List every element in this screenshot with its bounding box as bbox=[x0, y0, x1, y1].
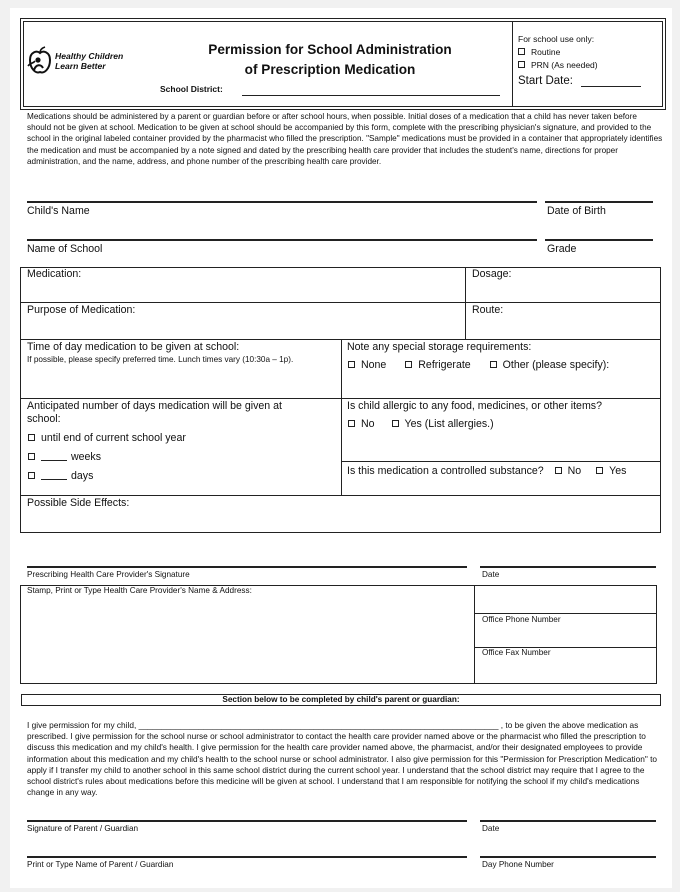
allergic-no-option[interactable] bbox=[348, 418, 375, 430]
permission-paragraph: I give permission for my child, ______________________________________________________________________________ , to be given the above medication as prescribed. I give permission for the school nurse or school administrator to contact the health care provider named above or the pharmacist who filled the prescription to discuss this medication and my child's health. I give permission for the health care provider named above, the pharmacist, and/or their designated employees to provide information about this medication and my child's health to the school nurse or school administrator. I also give permission for this "Permission for Prescription Medication" to apply if I transfer my child to another school in this same school district during the current school year. I understand that the school district may require that I agree to the school district's rules about medications before this medicine will be given at school. I understand that I am responsible for notifying the school if my child's medications change in any way. bbox=[27, 720, 658, 798]
allergic-yes-option[interactable] bbox=[392, 418, 494, 430]
opt-days-label: days bbox=[71, 470, 94, 482]
prn-checkbox[interactable] bbox=[518, 61, 525, 68]
form-page bbox=[10, 8, 672, 888]
school-district-field[interactable] bbox=[160, 84, 223, 94]
days-question-line-2: school: bbox=[27, 413, 61, 425]
provider-signature-line[interactable] bbox=[27, 566, 467, 568]
allergic-yes-checkbox[interactable] bbox=[392, 420, 399, 427]
allergic-no-label: No bbox=[361, 418, 375, 430]
provider-signature-label: Prescribing Health Care Provider's Signature bbox=[27, 570, 190, 579]
parent-date-line[interactable] bbox=[480, 820, 656, 822]
provider-box-row-1 bbox=[474, 613, 657, 614]
storage-other-checkbox[interactable] bbox=[490, 361, 497, 368]
allergic-no-checkbox[interactable] bbox=[348, 420, 355, 427]
school-name-line[interactable] bbox=[27, 239, 537, 241]
dob-label: Date of Birth bbox=[547, 205, 606, 217]
parent-signature-line[interactable] bbox=[27, 820, 467, 822]
start-date-label: Start Date: bbox=[518, 75, 573, 87]
childs-name-line[interactable] bbox=[27, 201, 537, 203]
time-hint: If possible, please specify preferred time. Lunch times vary (10:30a – 1p). bbox=[27, 355, 294, 364]
storage-refrigerate-option[interactable] bbox=[405, 359, 470, 371]
weeks-blank[interactable] bbox=[41, 452, 67, 461]
table-divider-1 bbox=[20, 302, 661, 303]
storage-none-label: None bbox=[361, 359, 387, 371]
school-use-label: For school use only: bbox=[518, 34, 595, 44]
childs-name-label: Child's Name bbox=[27, 205, 90, 217]
storage-refrigerate-label: Refrigerate bbox=[418, 359, 471, 371]
route-label[interactable]: Route: bbox=[472, 304, 504, 316]
prn-label: PRN (As needed) bbox=[531, 60, 598, 70]
intro-paragraph: Medications should be administered by a parent or guardian before or after school hours, when possible. Initial doses of a medication that a child has never taken before should not be given at school. Medication to be given at school should be accompanied by this form, complete with the prescribing physician's signature, and provided to the school in the original labeled container provided by the pharmacist who filled the prescription. "Sample" medications must be provided in a container that appropriately identifies the medication and must be accompanied by a note signed and dated by the prescribing health care provider that includes the student's name, directions for proper administration, and the name, address, and phone number of the prescribing health care provider. bbox=[27, 112, 663, 166]
table-divider-5 bbox=[20, 495, 661, 496]
controlled-question: Is this medication a controlled substance? bbox=[347, 465, 544, 477]
parent-name-line[interactable] bbox=[27, 856, 467, 858]
school-district-line[interactable] bbox=[242, 95, 500, 96]
opt-days-checkbox[interactable] bbox=[28, 472, 35, 479]
side-effects-label[interactable]: Possible Side Effects: bbox=[27, 497, 130, 509]
storage-other-option[interactable] bbox=[490, 359, 610, 371]
logo-text bbox=[55, 51, 123, 71]
routine-checkbox[interactable] bbox=[518, 48, 525, 55]
controlled-yes-option[interactable] bbox=[596, 465, 626, 477]
controlled-no-option[interactable] bbox=[555, 465, 582, 477]
opt-days[interactable] bbox=[28, 470, 93, 482]
time-of-day-label[interactable]: Time of day medication to be given at school: bbox=[27, 341, 240, 353]
logo-line-1: Healthy Children bbox=[55, 51, 124, 61]
opt-weeks-checkbox[interactable] bbox=[28, 453, 35, 460]
day-phone-label: Day Phone Number bbox=[482, 860, 554, 869]
controlled-no-checkbox[interactable] bbox=[555, 467, 562, 474]
day-phone-line[interactable] bbox=[480, 856, 656, 858]
school-district-label: School District: bbox=[160, 84, 223, 94]
apple-child-icon bbox=[26, 46, 54, 76]
dob-line[interactable] bbox=[545, 201, 653, 203]
controlled-yes-checkbox[interactable] bbox=[596, 467, 603, 474]
table-col-divider-1 bbox=[465, 267, 466, 339]
grade-label: Grade bbox=[547, 243, 577, 255]
school-use-panel bbox=[512, 22, 662, 106]
prn-option[interactable] bbox=[518, 59, 662, 72]
provider-stamp-label[interactable]: Stamp, Print or Type Health Care Provider's Name & Address: bbox=[27, 586, 252, 595]
days-blank[interactable] bbox=[41, 471, 67, 480]
office-fax-label[interactable]: Office Fax Number bbox=[482, 648, 551, 657]
routine-option[interactable] bbox=[518, 46, 662, 59]
allergic-options bbox=[348, 418, 494, 430]
school-name-label: Name of School bbox=[27, 243, 103, 255]
title-line-1: Permission for School Administration bbox=[208, 42, 452, 57]
provider-stamp-box bbox=[20, 585, 657, 684]
opt-weeks-label: weeks bbox=[71, 451, 102, 463]
controlled-row bbox=[347, 465, 626, 477]
table-col-divider-2 bbox=[341, 339, 342, 495]
storage-options bbox=[348, 359, 609, 371]
title-line-2: of Prescription Medication bbox=[244, 62, 416, 77]
dosage-label[interactable]: Dosage: bbox=[472, 268, 512, 280]
provider-date-line[interactable] bbox=[480, 566, 656, 568]
provider-date-label: Date bbox=[482, 570, 500, 579]
parent-signature-label: Signature of Parent / Guardian bbox=[27, 824, 139, 833]
opt-year-checkbox[interactable] bbox=[28, 434, 35, 441]
provider-box-divider bbox=[474, 585, 475, 684]
opt-year[interactable] bbox=[28, 432, 186, 444]
storage-none-checkbox[interactable] bbox=[348, 361, 355, 368]
parent-section-title: Section below to be completed by child's parent or guardian: bbox=[21, 694, 661, 706]
grade-line[interactable] bbox=[545, 239, 653, 241]
purpose-label[interactable]: Purpose of Medication: bbox=[27, 304, 136, 316]
opt-weeks[interactable] bbox=[28, 451, 101, 463]
storage-label: Note any special storage requirements: bbox=[347, 341, 532, 353]
routine-label: Routine bbox=[531, 47, 561, 57]
parent-date-label: Date bbox=[482, 824, 500, 833]
office-phone-label[interactable]: Office Phone Number bbox=[482, 615, 561, 624]
medication-label[interactable]: Medication: bbox=[27, 268, 82, 280]
storage-refrigerate-checkbox[interactable] bbox=[405, 361, 412, 368]
storage-other-label: Other (please specify): bbox=[502, 359, 610, 371]
allergic-yes-label: Yes (List allergies.) bbox=[404, 418, 494, 430]
logo-line-2: Learn Better bbox=[55, 61, 106, 71]
controlled-no-label: No bbox=[567, 465, 582, 477]
allergic-question: Is child allergic to any food, medicines, or other items? bbox=[347, 400, 602, 412]
days-question-line-1: Anticipated number of days medication will be given at bbox=[27, 400, 282, 412]
healthy-children-logo bbox=[26, 46, 146, 80]
table-divider-4 bbox=[341, 461, 661, 462]
storage-none-option[interactable] bbox=[348, 359, 386, 371]
start-date-line[interactable] bbox=[581, 86, 641, 87]
controlled-yes-label: Yes bbox=[609, 465, 627, 477]
opt-year-label: until end of current school year bbox=[41, 432, 186, 444]
form-title bbox=[150, 40, 510, 80]
parent-name-label: Print or Type Name of Parent / Guardian bbox=[27, 860, 174, 869]
